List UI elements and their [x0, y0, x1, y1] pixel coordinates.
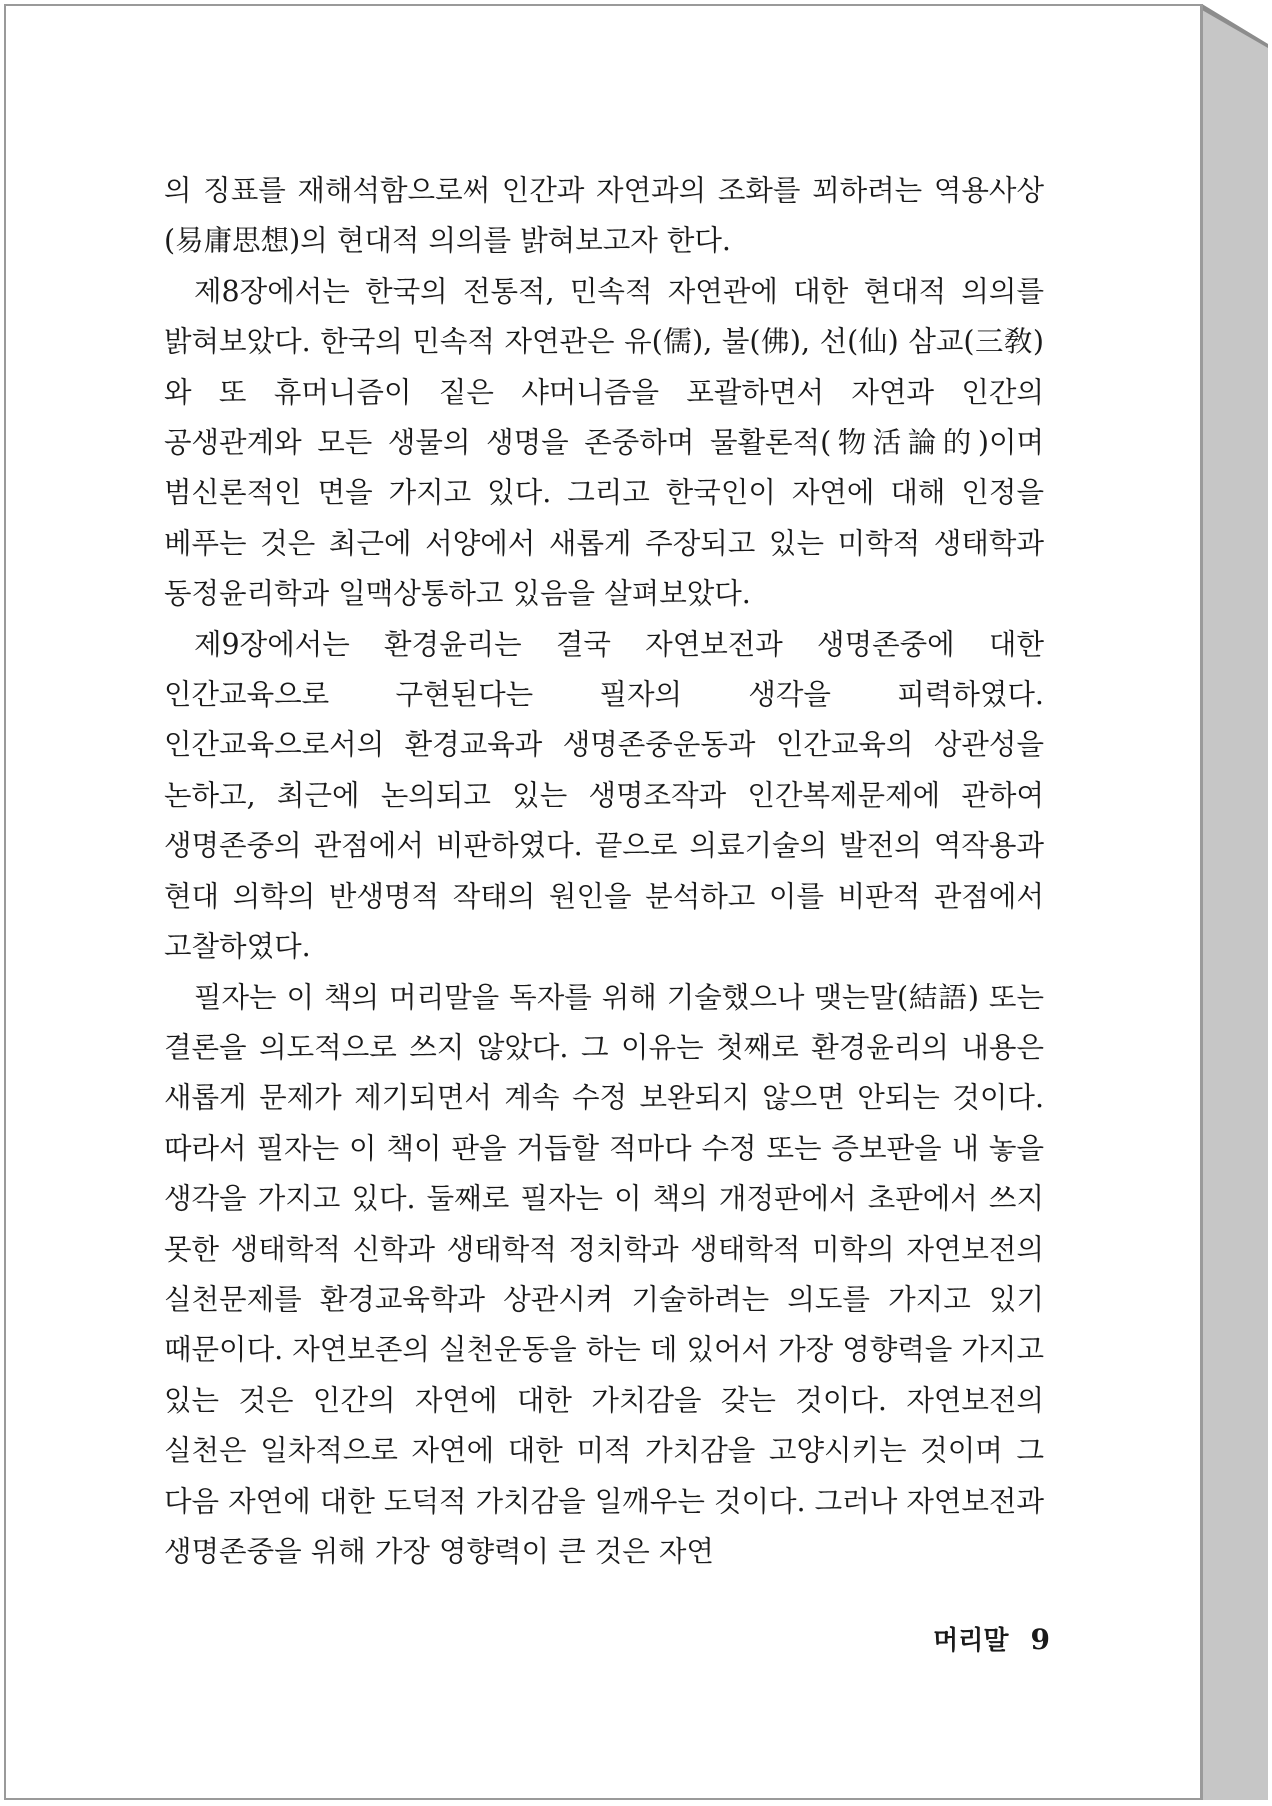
page-footer [880, 1620, 1050, 1661]
book-edge-graphic [1202, 4, 1268, 1800]
body-text [164, 166, 1044, 1577]
running-head: 머리말 [933, 1626, 1009, 1656]
book-edge-face [1202, 4, 1268, 1800]
paragraph-1: 의 징표를 재해석함으로써 인간과 자연과의 조화를 꾀하려는 역용사상(易庸思想)의 현대적 의의를 밝혀보고자 한다. [164, 174, 1044, 258]
book-edge-shadow [1202, 4, 1268, 1800]
paragraph-2: 제8장에서는 한국의 전통적, 민속적 자연관에 대한 현대적 의의를 밝혀보았다. 한국의 민속적 자연관은 유(儒), 불(佛), 선(仙) 삼교(三敎)와 또 휴머니즘이 짙은 샤머니즘을 포괄하면서 자연과 인간의 공생관계와 모든 생물의 생명을 존중하며 물활론적(物活論的)이며 범신론적인 면을 가지고 있다. 그리고 한국인이 자연에 대해 인정을 베푸는 것은 최근에 서양에서 새롭게 주장되고 있는 미학적 생태학과 동정윤리학과 일맥상통하고 있음을 살펴보았다. [164, 274, 1044, 611]
paragraph-4: 필자는 이 책의 머리말을 독자를 위해 기술했으나 맺는말(結語) 또는 결론을 의도적으로 쓰지 않았다. 그 이유는 첫째로 환경윤리의 내용은 새롭게 문제가 제기되면서 계속 수정 보완되지 않으면 안되는 것이다. 따라서 필자는 이 책이 판을 거듭할 적마다 수정 또는 증보판을 내 놓을 생각을 가지고 있다. 둘째로 필자는 이 책의 개정판에서 초판에서 쓰지 못한 생태학적 신학과 생태학적 정치학과 생태학적 미학의 자연보전의 실천문제를 환경교육학과 상관시켜 기술하려는 의도를 가지고 있기 때문이다. 자연보존의 실천운동을 하는 데 있어서 가장 영향력을 가지고 있는 것은 인간의 자연에 대한 가치감을 갖는 것이다. 자연보전의 실천은 일차적으로 자연에 대한 미적 가치감을 고양시키는 것이며 그 다음 자연에 대한 도덕적 가치감을 일깨우는 것이다. 그러나 자연보전과 생명존중을 위해 가장 영향력이 큰 것은 자연 [164, 980, 1044, 1568]
page-number: 9 [1030, 1623, 1050, 1656]
paragraph-3: 제9장에서는 환경윤리는 결국 자연보전과 생명존중에 대한 인간교육으로 구현된다는 필자의 생각을 피력하였다. 인간교육으로서의 환경교육과 생명존중운동과 인간교육의 상관성을 논하고, 최근에 논의되고 있는 생명조작과 인간복제문제에 관하여 생명존중의 관점에서 비판하였다. 끝으로 의료기술의 발전의 역작용과 현대 의학의 반생명적 작태의 원인을 분석하고 이를 비판적 관점에서 고찰하였다. [164, 627, 1044, 964]
